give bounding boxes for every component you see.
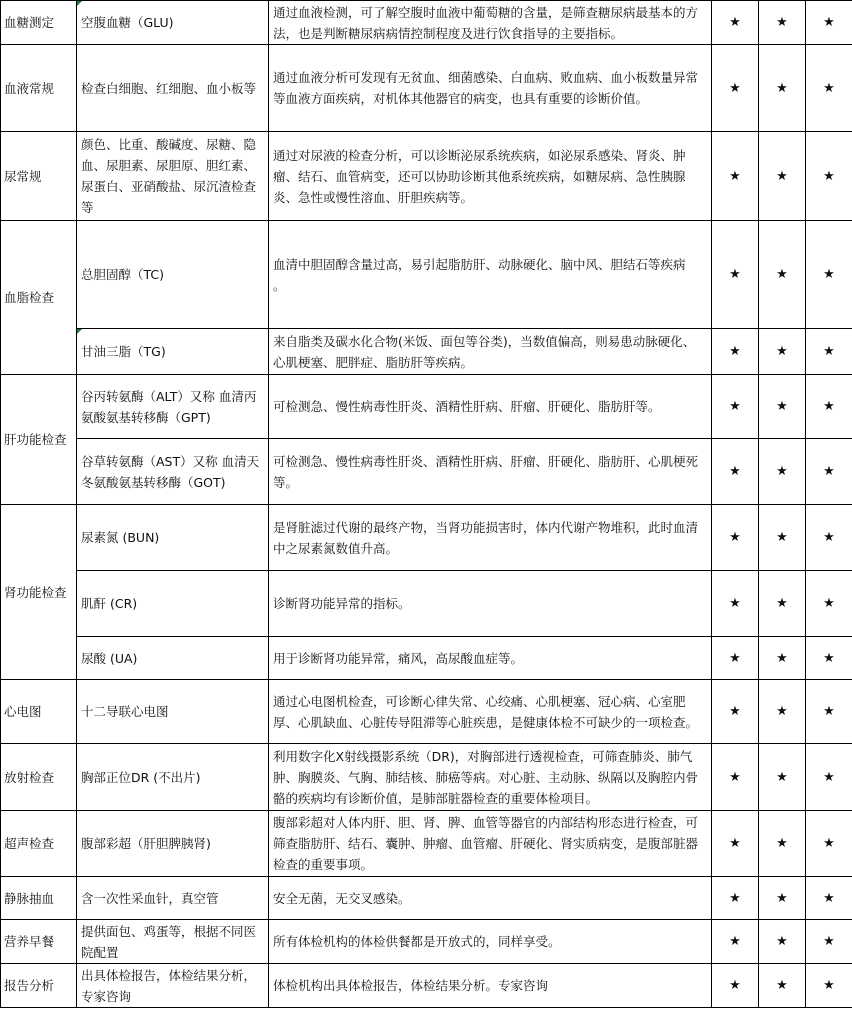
star-icon: ★ <box>759 375 806 439</box>
star-icon: ★ <box>759 920 806 964</box>
star-icon: ★ <box>806 329 852 375</box>
description-cell: 通过对尿液的检查分析，可以诊断泌尿系统疾病，如泌尿系感染、肾炎、肿瘤、结石、血管病变，还可以协助诊断其他系统疾病，如糖尿病、急性胰腺炎、急性或慢性溶血、肝胆疾病等。 <box>269 132 712 221</box>
category-cell: 血液常规 <box>1 45 77 132</box>
star-icon: ★ <box>806 132 852 221</box>
star-icon: ★ <box>712 329 759 375</box>
category-cell: 肾功能检查 <box>1 505 77 680</box>
star-icon: ★ <box>712 221 759 329</box>
star-icon: ★ <box>759 505 806 571</box>
star-icon: ★ <box>806 1 852 45</box>
table-row <box>1 221 852 329</box>
star-icon: ★ <box>712 571 759 637</box>
star-icon: ★ <box>712 680 759 744</box>
star-icon: ★ <box>759 1 806 45</box>
table-row <box>1 964 852 1008</box>
table-row <box>1 877 852 920</box>
table-row <box>1 811 852 877</box>
star-icon: ★ <box>712 375 759 439</box>
star-icon: ★ <box>759 877 806 920</box>
star-icon: ★ <box>806 221 852 329</box>
star-icon: ★ <box>806 439 852 505</box>
description-cell: 腹部彩超对人体内肝、胆、肾、脾、血管等器官的内部结构形态进行检查，可筛查脂肪肝、结石、囊肿、肿瘤、血管瘤、肝硬化、肾实质病变，是腹部脏器检查的重要事项。 <box>269 811 712 877</box>
star-icon: ★ <box>806 45 852 132</box>
description-cell <box>269 221 712 329</box>
table-row <box>1 375 852 439</box>
description-suffix: 。 <box>273 277 286 293</box>
star-icon: ★ <box>806 744 852 811</box>
comment-marker <box>77 329 82 334</box>
description-cell: 来自脂类及碳水化合物(米饭、面包等谷类)，当数值偏高，则易患动脉硬化、心肌梗塞、肥胖症、脂肪肝等疾病。 <box>269 329 712 375</box>
description-text: 血清中胆固醇含量过高，易引起脂肪肝、动脉硬化、脑中风、胆结石等疾病 <box>273 256 686 272</box>
star-icon: ★ <box>806 964 852 1008</box>
category-cell: 营养早餐 <box>1 920 77 964</box>
star-icon: ★ <box>759 811 806 877</box>
star-icon: ★ <box>806 920 852 964</box>
table-row <box>1 571 852 637</box>
star-icon: ★ <box>712 1 759 45</box>
star-icon: ★ <box>806 877 852 920</box>
star-icon: ★ <box>759 744 806 811</box>
item-cell: 腹部彩超（肝胆脾胰肾) <box>77 811 269 877</box>
star-icon: ★ <box>759 571 806 637</box>
item-text: 空腹血糖（GLU) <box>81 15 174 30</box>
description-cell: 所有体检机构的体检供餐都是开放式的，同样享受。 <box>269 920 712 964</box>
star-icon: ★ <box>712 744 759 811</box>
star-icon: ★ <box>806 811 852 877</box>
category-cell: 超声检查 <box>1 811 77 877</box>
star-icon: ★ <box>806 505 852 571</box>
item-text: 甘油三脂（TG) <box>81 344 166 359</box>
item-cell: 提供面包、鸡蛋等，根据不同医院配置 <box>77 920 269 964</box>
star-icon: ★ <box>712 877 759 920</box>
star-icon: ★ <box>712 45 759 132</box>
table-row <box>1 439 852 505</box>
description-cell: 利用数字化X射线摄影系统（DR)，对胸部进行透视检查，可筛查肺炎、肺气肿、胸膜炎、气胸、肺结核、肺癌等病。对心脏、主动脉、纵隔以及胸腔内骨骼的疾病均有诊断价值，是肺部脏器检查的重要体检项目。 <box>269 744 712 811</box>
description-cell: 是肾脏滤过代谢的最终产物，当肾功能损害时，体内代谢产物堆积，此时血清中之尿素氮数值升高。 <box>269 505 712 571</box>
star-icon: ★ <box>712 637 759 680</box>
item-cell <box>77 329 269 375</box>
table-row <box>1 45 852 132</box>
item-cell: 检查白细胞、红细胞、血小板等 <box>77 45 269 132</box>
description-cell: 诊断肾功能异常的指标。 <box>269 571 712 637</box>
item-cell <box>77 1 269 45</box>
item-cell: 肌酐 (CR) <box>77 571 269 637</box>
description-cell: 可检测急、慢性病毒性肝炎、酒精性肝病、肝瘤、肝硬化、脂肪肝等。 <box>269 375 712 439</box>
star-icon: ★ <box>712 811 759 877</box>
item-cell: 十二导联心电图 <box>77 680 269 744</box>
description-cell: 用于诊断肾功能异常，痛风，高尿酸血症等。 <box>269 637 712 680</box>
star-icon: ★ <box>759 329 806 375</box>
category-cell: 血糖测定 <box>1 1 77 45</box>
star-icon: ★ <box>759 439 806 505</box>
item-cell: 颜色、比重、酸碱度、尿糖、隐血、尿胆素、尿胆原、胆红素、尿蛋白、亚硝酸盐、尿沉渣检查等 <box>77 132 269 221</box>
category-cell: 静脉抽血 <box>1 877 77 920</box>
star-icon: ★ <box>712 505 759 571</box>
description-cell: 通过血液分析可发现有无贫血、细菌感染、白血病、败血病、血小板数量异常等血液方面疾病，对机体其他器官的病变，也具有重要的诊断价值。 <box>269 45 712 132</box>
item-cell: 谷草转氨酶（AST）又称 血清天冬氨酸氨基转移酶（GOT) <box>77 439 269 505</box>
description-cell: 可检测急、慢性病毒性肝炎、酒精性肝病、肝瘤、肝硬化、脂肪肝、心肌梗死等。 <box>269 439 712 505</box>
star-icon: ★ <box>712 920 759 964</box>
category-cell: 放射检查 <box>1 744 77 811</box>
table-row <box>1 680 852 744</box>
star-icon: ★ <box>806 571 852 637</box>
item-cell: 尿素氮 (BUN) <box>77 505 269 571</box>
item-cell: 含一次性采血针，真空管 <box>77 877 269 920</box>
star-icon: ★ <box>806 680 852 744</box>
table-row <box>1 744 852 811</box>
description-cell: 体检机构出具体检报告，体检结果分析。专家咨询 <box>269 964 712 1008</box>
star-icon: ★ <box>759 45 806 132</box>
star-icon: ★ <box>806 375 852 439</box>
category-cell: 报告分析 <box>1 964 77 1008</box>
table-row <box>1 1 852 45</box>
description-cell: 通过心电图机检查，可诊断心律失常、心绞痛、心肌梗塞、冠心病、心室肥厚、心肌缺血、心脏传导阻滞等心脏疾患，是健康体检不可缺少的一项检查。 <box>269 680 712 744</box>
description-cell: 通过血液检测，可了解空腹时血液中葡萄糖的含量，是筛查糖尿病最基本的方法，也是判断糖尿病病情控制程度及进行饮食指导的主要指标。 <box>269 1 712 45</box>
item-cell: 胸部正位DR (不出片) <box>77 744 269 811</box>
item-cell: 出具体检报告，体检结果分析，专家咨询 <box>77 964 269 1008</box>
category-cell: 肝功能检查 <box>1 375 77 505</box>
star-icon: ★ <box>712 439 759 505</box>
table-row <box>1 329 852 375</box>
category-cell: 尿常规 <box>1 132 77 221</box>
comment-marker <box>77 1 82 6</box>
table-row <box>1 920 852 964</box>
table-row <box>1 132 852 221</box>
star-icon: ★ <box>759 680 806 744</box>
star-icon: ★ <box>712 964 759 1008</box>
item-cell: 尿酸 (UA) <box>77 637 269 680</box>
star-icon: ★ <box>759 221 806 329</box>
star-icon: ★ <box>759 132 806 221</box>
category-cell: 心电图 <box>1 680 77 744</box>
item-cell: 总胆固醇（TC) <box>77 221 269 329</box>
table-row <box>1 505 852 571</box>
star-icon: ★ <box>712 132 759 221</box>
category-cell: 血脂检查 <box>1 221 77 375</box>
table-row <box>1 637 852 680</box>
description-cell: 安全无菌，无交叉感染。 <box>269 877 712 920</box>
star-icon: ★ <box>759 637 806 680</box>
star-icon: ★ <box>806 637 852 680</box>
star-icon: ★ <box>759 964 806 1008</box>
item-cell: 谷丙转氨酶（ALT）又称 血清丙氨酸氨基转移酶（GPT) <box>77 375 269 439</box>
